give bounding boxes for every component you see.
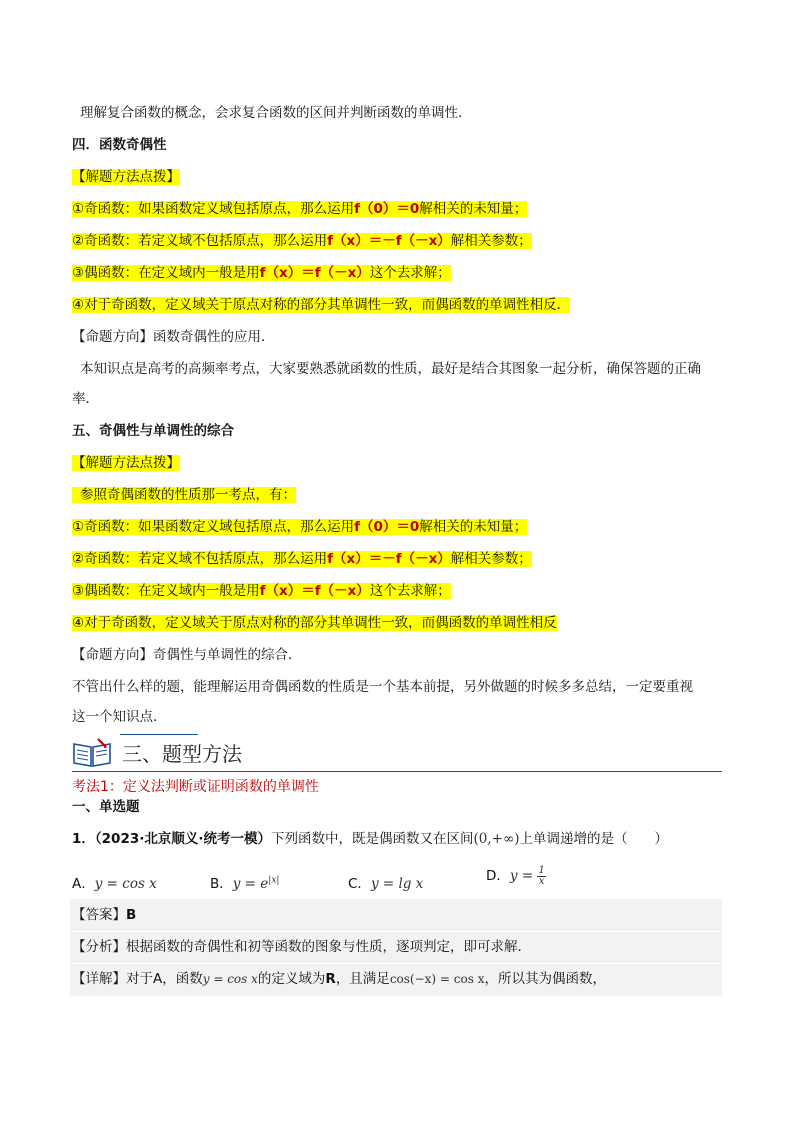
s4-rule-2-text: ②奇函数：若定义域不包括原点，那么运用 [72, 233, 328, 249]
option-b-formula: y = e [232, 876, 269, 892]
s4-paragraph-line-1: 本知识点是高考的高频率考点，大家要熟悉就函数的性质，最好是结合其图象一起分析，确保答题的正确 [80, 361, 701, 377]
s5-rule-3-text: ③偶函数：在定义域内一般是用 [72, 583, 260, 599]
section-header-top-rule [120, 734, 198, 735]
detail-label: 【详解】 [72, 971, 126, 987]
s4-rule-3-formula: f（x）＝f（－x） [259, 265, 370, 281]
s4-rule-1-text: ①奇函数：如果函数定义域包括原点，那么运用 [72, 201, 355, 217]
method-title: 考法1：定义法判断或证明函数的单调性 [72, 779, 319, 795]
question-interval: (0,+∞) [473, 831, 520, 847]
s5-rule-3-tail: 这个去求解； [369, 583, 451, 599]
s5-rule-4-text: ④对于奇函数，定义域关于原点对称的部分其单调性一致，而偶函数的单调性相反 [72, 615, 557, 631]
detail-text-1: 对于A，函数 [126, 971, 203, 987]
option-a-label: A． [72, 876, 95, 892]
intro-paragraph: 理解复合函数的概念，会求复合函数的区间并判断函数的单调性． [80, 105, 472, 121]
question-type: 一、单选题 [72, 799, 140, 815]
detail-line [72, 970, 606, 988]
section-header-bottom-rule [72, 771, 722, 772]
option-a-formula: y = cos x [94, 876, 157, 892]
option-d-fraction [537, 866, 545, 887]
option-d-formula: y = [509, 868, 534, 884]
s5-tip-heading [72, 454, 180, 472]
s4-direction-text: 函数奇偶性的应用． [153, 329, 275, 345]
option-d-denominator: x [538, 875, 545, 887]
option-c-label: C． [348, 876, 371, 892]
section-5-title: 五、奇偶性与单调性的综合 [72, 423, 234, 439]
answer-line [72, 906, 136, 924]
s5-direction-label: 【命题方向】 [72, 647, 153, 663]
s5-rule-3-formula: f（x）＝f（－x） [259, 583, 370, 599]
detail-formula-1: y = cos x [202, 972, 258, 986]
s4-direction [72, 328, 275, 346]
s4-rule-3 [72, 264, 451, 282]
s4-direction-label: 【命题方向】 [72, 329, 153, 345]
question-text: 下列函数中，既是偶函数又在区间 [271, 831, 474, 847]
s4-rule-4 [72, 296, 570, 314]
question-1 [72, 830, 668, 848]
option-c[interactable] [348, 872, 423, 892]
option-d[interactable] [486, 864, 546, 887]
s5-rule-2-tail: 解相关参数； [450, 551, 532, 567]
s4-rule-2-tail: 解相关参数； [450, 233, 532, 249]
s4-rule-4-text: ④对于奇函数，定义域关于原点对称的部分其单调性一致，而偶函数的单调性相反． [72, 297, 571, 313]
s5-reference [72, 486, 296, 504]
question-source: （2023·北京顺义·统考一模） [94, 831, 271, 847]
s5-rule-4 [72, 614, 557, 632]
option-c-formula: y = lg x [370, 876, 424, 892]
s5-direction [72, 646, 302, 664]
question-text-tail: 上单调递增的是（ ） [519, 831, 668, 847]
s4-rule-1 [72, 200, 527, 218]
s5-reference-text: 参照奇偶函数的性质那一考点，有： [72, 487, 296, 503]
option-b-label: B． [210, 876, 233, 892]
analysis-label: 【分析】 [72, 939, 126, 955]
question-number: 1． [72, 831, 95, 847]
s4-rule-1-formula: f（0）＝0 [354, 201, 420, 217]
section-heading: 三、题型方法 [122, 742, 242, 766]
s5-rule-1 [72, 518, 527, 536]
option-b-exponent: |x| [268, 875, 280, 886]
option-d-numerator: 1 [538, 864, 545, 876]
s5-paragraph-line-2: 这一个知识点． [72, 709, 167, 725]
s5-rule-1-tail: 解相关的未知量； [419, 519, 528, 535]
s5-rule-2-text: ②奇函数：若定义域不包括原点，那么运用 [72, 551, 328, 567]
section-header [72, 732, 722, 772]
answer-box [70, 899, 722, 931]
s4-rule-3-text: ③偶函数：在定义域内一般是用 [72, 265, 260, 281]
detail-text-2: 的定义域为 [257, 971, 326, 987]
section-4-title: 四．函数奇偶性 [72, 137, 167, 153]
s4-tip-heading [72, 168, 180, 186]
s5-rule-1-formula: f（0）＝0 [354, 519, 420, 535]
option-a[interactable] [72, 872, 157, 892]
s5-rule-3 [72, 582, 451, 600]
s4-tip-label: 【解题方法点拨】 [72, 169, 180, 185]
detail-text-3: ，且满足 [335, 971, 390, 987]
s5-paragraph-line-1: 不管出什么样的题，能理解运用奇偶函数的性质是一个基本前提，另外做题的时候多多总结，一定要重视 [72, 679, 693, 695]
s4-rule-2 [72, 232, 532, 250]
open-book-icon [72, 736, 112, 768]
s4-rule-3-tail: 这个去求解； [369, 265, 451, 281]
s4-rule-1-tail: 解相关的未知量； [419, 201, 528, 217]
option-b[interactable] [210, 872, 279, 892]
detail-text-4: ，所以其为偶函数， [484, 971, 606, 987]
s5-rule-2 [72, 550, 532, 568]
s4-rule-2-formula: f（x）＝－f（－x） [327, 233, 451, 249]
analysis-line [72, 938, 522, 956]
analysis-text: 根据函数的奇偶性和初等函数的图象与性质，逐项判定，即可求解. [126, 939, 522, 955]
s5-tip-label: 【解题方法点拨】 [72, 455, 180, 471]
answer-value: B [126, 907, 137, 923]
s5-rule-2-formula: f（x）＝－f（－x） [327, 551, 451, 567]
answer-label: 【答案】 [72, 907, 126, 923]
detail-domain: R [325, 971, 336, 987]
s5-rule-1-text: ①奇函数：如果函数定义域包括原点，那么运用 [72, 519, 355, 535]
option-d-label: D． [486, 868, 510, 884]
s5-direction-text: 奇偶性与单调性的综合． [153, 647, 302, 663]
s4-paragraph-line-2: 率． [72, 391, 99, 407]
detail-formula-2: cos(−x) = cos x [389, 972, 485, 986]
